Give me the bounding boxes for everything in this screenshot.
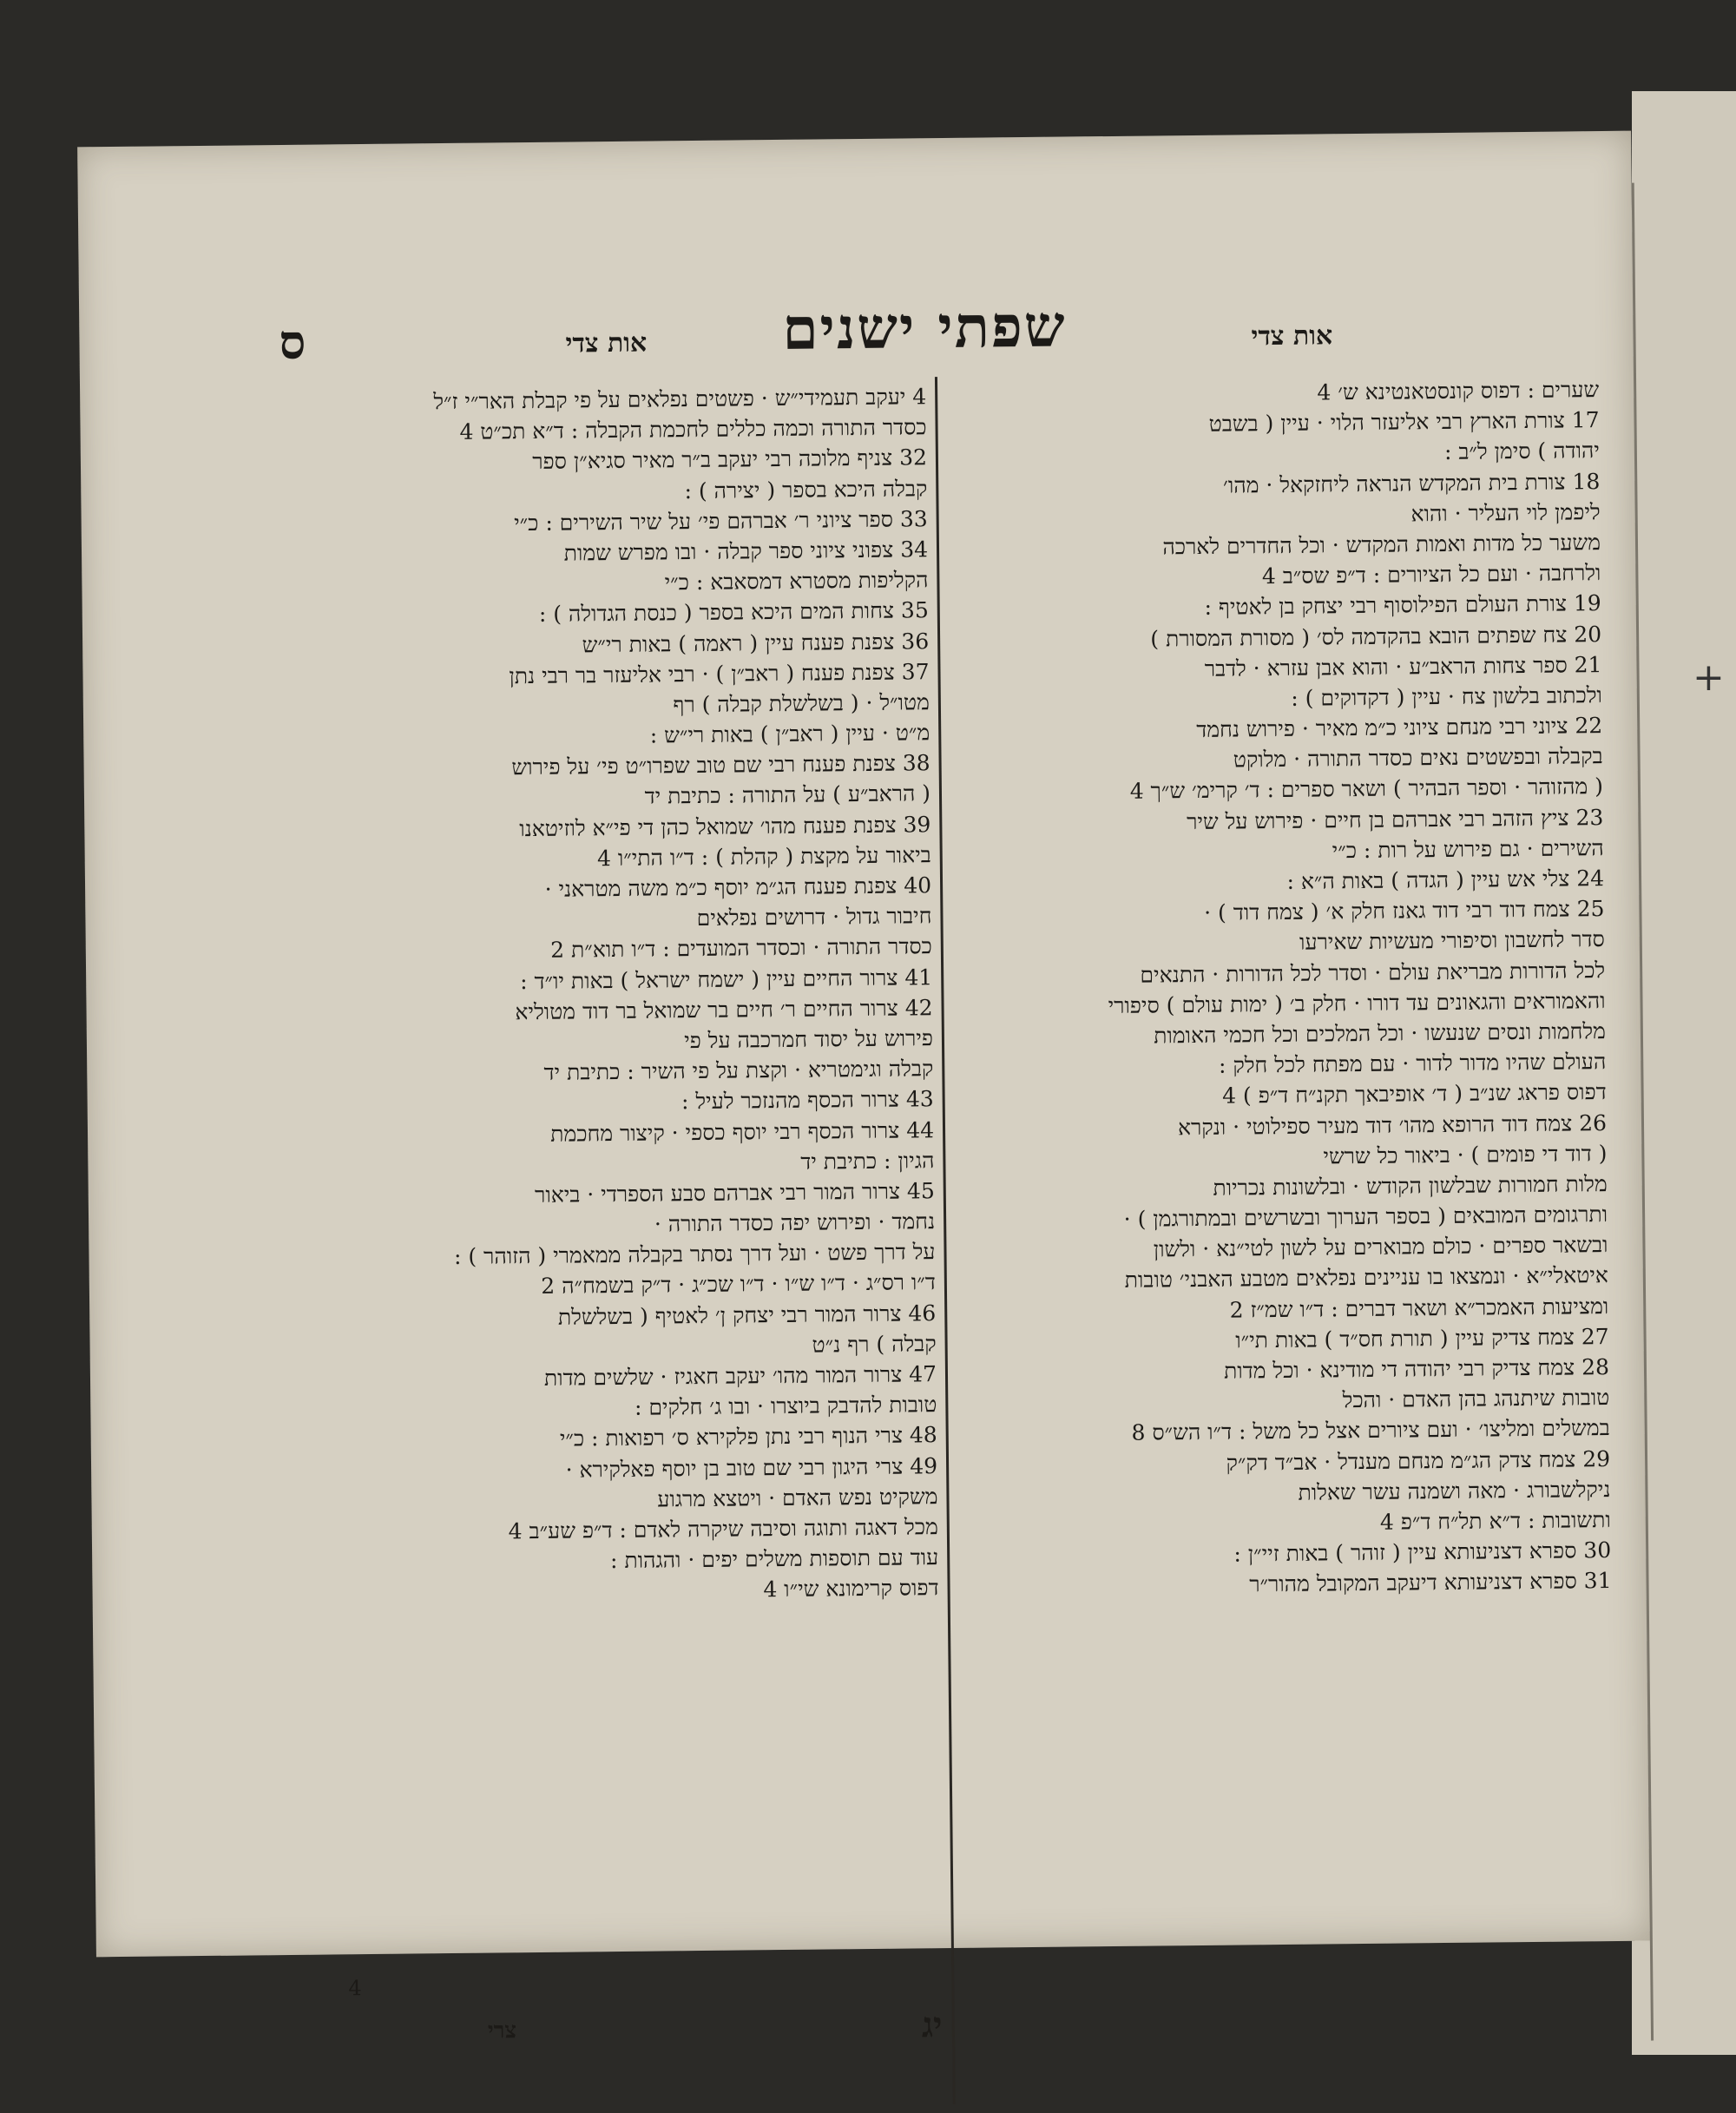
- text-line: 48 צרי הנוף רבי נתן פלקירא ס׳ רפואות : כ״י: [559, 1422, 937, 1452]
- text-line: 45 צרור המור רבי אברהם סבע הספרדי · ביאור: [534, 1178, 935, 1208]
- header-left-label: אות צדי: [565, 327, 648, 359]
- header-letter: ס: [279, 313, 306, 371]
- text-line: 33 ספר ציוני ר׳ אברהם פי׳ על שיר השירים : כ״י: [513, 505, 928, 536]
- text-line: מלחמות ונסים שנעשו · וכל המלכים וכל חכמי האומות: [1153, 1017, 1607, 1049]
- text-line: 19 צורת העולם הפילוסוף רבי יצחק בן לאטיף :: [1204, 590, 1601, 621]
- text-line: 42 צרור החיים ר׳ חיים בר שמואל בר דוד מטוליא: [515, 994, 933, 1024]
- text-line: ניקלשבורג · מאה ושמנה עשר שאלות: [1298, 1476, 1611, 1505]
- text-line: טובות שיתנהג בהן האדם · והכל: [1342, 1385, 1610, 1413]
- text-line: העולם שהיו מדור לדור · עם מפתח לכל חלק :: [1218, 1049, 1607, 1078]
- text-line: איטאלי״א · ונמצאו בו עניינים נפלאים מטבע האבני׳ טובות: [1124, 1262, 1608, 1293]
- text-line: מכל דאגה ותוגה וסיבה שיקרה לאדם : ד״פ שע״ב 4: [508, 1514, 938, 1544]
- text-line: יהודה ) סימן ל״ב :: [1443, 438, 1601, 465]
- text-line: 39 צפנת פענח מהו׳ שמואל כהן די פי״א לוזיטאנו: [519, 811, 931, 841]
- text-line: 36 צפנת פענח עיין ( ראמה ) באות רי״ש: [582, 628, 930, 657]
- text-line: 46 צרור המור רבי יצחק ן׳ לאטיף ( בשלשלת: [557, 1300, 937, 1330]
- text-line: והאמוראים והגאונים עד דורו · חלק ב׳ ( ימות עולם ) סיפורי: [1108, 987, 1606, 1018]
- text-line: נחמד · ופירוש יפה כסדר התורה ·: [654, 1208, 936, 1237]
- text-line: 37 צפנת פענח ( ראב״ן ) · רבי אליעזר בר רבי נתן: [509, 658, 930, 688]
- text-line: לכל הדורות מבריאת עולם · וסדר לכל הדורות · התנאים: [1140, 957, 1606, 988]
- text-line: 4 יעקב תעמידי״ש · פשטים נפלאים על פי קבלת האר״י ז״ל: [433, 384, 927, 415]
- text-line: 38 צפנת פענח רבי שם טוב שפרו״ט פי׳ על פירוש: [511, 750, 930, 780]
- margin-pencil-mark: +: [1693, 655, 1725, 700]
- text-line: 31 ספרא דצניעותא דיעקב המקובל מהור״ר: [1249, 1568, 1612, 1597]
- text-line: 41 צרור החיים עיין ( ישמח ישראל ) באות יו״ד :: [520, 964, 933, 994]
- text-line: השירים · גם פירוש על רות : כ״י: [1332, 834, 1604, 864]
- running-header: [79, 292, 1634, 386]
- text-line: 43 צרור הכסף מהנזכר לעיל :: [681, 1086, 934, 1115]
- text-line: קבלה ) רף נ״ט: [812, 1330, 937, 1358]
- footer-left-number: 4: [348, 1976, 362, 2001]
- text-line: 34 צפוני ציוני ספר קבלה · ובו מפרש שמות: [563, 536, 929, 566]
- text-line: 27 צמח צדיק עיין ( תורת חס״ד ) באות תי״ו: [1235, 1323, 1609, 1353]
- right-column: [957, 374, 1612, 1603]
- book-page: [77, 131, 1650, 2046]
- text-line: 40 צפנת פענח הג״מ יוסף כ״מ משה מטראני ·: [544, 872, 932, 902]
- text-line: 47 צרור המור מהו׳ יעקב חאגיז · שלשים מדות: [543, 1361, 937, 1391]
- text-line: כסדר התורה · וכסדר המועדים : ד״ו תוא״ת 2: [550, 933, 932, 964]
- text-line: ( מהזוהר · וספר הבהיר ) ושאר ספרים : ד׳ קרימ׳ ש״ך 4: [1129, 773, 1604, 805]
- text-line: 32 צניף מלוכה רבי יעקב ב״ר מאיר סגיא״ן ספר: [532, 444, 928, 475]
- text-line: ליפמן לוי העליר · והוא: [1410, 498, 1601, 527]
- text-line: חיבור גדול · דרושים נפלאים: [696, 903, 932, 931]
- text-line: 18 צורת בית המקדש הנראה ליחזקאל · מהו׳: [1222, 468, 1601, 498]
- text-line: 17 צורת הארץ רבי אליעזר הלוי · עיין ( בשבט: [1208, 407, 1600, 437]
- text-line: 44 צרור הכסף רבי יוסף כספי · קיצור מחכמת: [550, 1116, 935, 1147]
- text-line: ותשובות : ד״א תל״ח ד״פ 4: [1379, 1506, 1611, 1535]
- text-line: ובשאר ספרים · כולם מבוארים על לשון לטי״נא · ולשון: [1153, 1232, 1608, 1262]
- column-divider: [935, 377, 956, 2104]
- text-line: טובות להדבק ביוצרו · ובו ג׳ חלקים :: [634, 1392, 937, 1420]
- text-line: הקליפות מסטרא דמסאבא : כ״י: [664, 567, 929, 596]
- text-line: הגיון : כתיבת יד: [800, 1147, 935, 1175]
- text-line: בקבלה ובפשטים נאים כסדר התורה · מלוקט: [1233, 743, 1603, 773]
- text-line: 30 ספרא דצניעותא עיין ( זוהר ) באות זיי״ן :: [1233, 1537, 1612, 1567]
- text-line: 24 צלי אש עיין ( הגדה ) באות ה״א :: [1286, 866, 1605, 894]
- text-line: ( דוד די פומים ) · ביאור כל שרשי: [1323, 1140, 1608, 1169]
- text-line: על דרך פשט · ועל דרך נסתר בקבלה ממאמרי ( הזוהר ) :: [453, 1239, 936, 1270]
- text-line: 23 ציץ הזהב רבי אברהם בן חיים · פירוש על שיר: [1186, 804, 1604, 834]
- text-line: 20 צח שפתים הובא בהקדמה לס׳ ( מסורת המסורת ): [1150, 621, 1602, 652]
- text-line: ולרחבה · ועם כל הציורים : ד״פ שס״ב 4: [1261, 560, 1601, 589]
- text-line: 28 צמח צדיק רבי יהודה די מודינא · וכל מדות: [1223, 1354, 1610, 1384]
- text-line: מלות חמורות שבלשון הקודש · ובלשונות נכריות: [1213, 1170, 1608, 1201]
- text-line: משקיט נפש האדם · ויטצא מרגוע: [657, 1483, 938, 1512]
- text-line: כסדר התורה וכמה כללים לחכמת הקבלה : ד״א תכ״ט 4: [459, 414, 927, 445]
- header-right-label: אות צדי: [1251, 320, 1333, 352]
- text-line: סדר לחשבון וסיפורי מעשיות שאירעו: [1299, 926, 1605, 956]
- text-line: עוד עם תוספות משלים יפים · והגהות :: [609, 1544, 939, 1574]
- text-line: דפוס קרימונא שי״ו 4: [763, 1575, 939, 1603]
- text-line: ותרגומים המובאים ( בספר הערוך ובשרשים ובמתורגמן ) ·: [1123, 1201, 1608, 1232]
- left-column: [288, 381, 939, 1609]
- text-line: 35 צחות המים היכא בספר ( כנסת הגדולה ) :: [538, 597, 929, 628]
- text-line: 29 צמח צדק הג״מ מנחם מענדל · אב״ד דק״ק: [1226, 1445, 1611, 1476]
- text-line: במשלים ומליצו׳ · ועם ציורים אצל כל משל : ד״ו הש״ס 8: [1131, 1415, 1610, 1446]
- text-line: ד״ו רס״ג · ד״ו ש״ו · ד״ו שכ״ג · ד״ק בשמח״ה 2: [541, 1269, 937, 1300]
- footer-signature: צרי: [487, 2018, 517, 2044]
- text-line: מטו״ל · ( בשלשלת קבלה ) רף: [673, 689, 930, 718]
- text-line: קבלה היכא בספר ( יצירה ) :: [684, 475, 928, 504]
- text-line: ( הראב״ע ) על התורה : כתיבת יד: [644, 780, 931, 810]
- footer-page-number: יג: [921, 2004, 943, 2046]
- text-line: ומציעות האמכר״א ושאר דברים : ד״ו שמ״ז 2: [1229, 1293, 1609, 1323]
- text-line: קבלה וגימטריא · וקצת על פי השיר : כתיבת יד: [543, 1056, 934, 1085]
- header-title: שפתי ישנים: [781, 292, 1067, 363]
- text-line: ולכתוב בלשון צח · עיין ( דקדוקים ) :: [1291, 681, 1602, 711]
- text-line: 26 צמח דוד הרופא מהו׳ דוד מעיר ספילוטי · ונקרא: [1177, 1109, 1608, 1140]
- text-line: 49 צרי היגון רבי שם טוב בן יוסף פאלקירא ·: [565, 1452, 938, 1483]
- text-line: ביאור על מקצת ( קהלת ) : ד״ו התי״ו 4: [596, 841, 931, 872]
- text-line: פירוש על יסוד חמרכבה על פי: [683, 1025, 934, 1054]
- text-line: מ״ט · עיין ( ראב״ן ) באות רי״ש :: [649, 720, 930, 748]
- text-line: 25 צמח דוד רבי דוד גאנז חלק א׳ ( צמח דוד ) ·: [1204, 896, 1605, 926]
- text-line: דפוס פראג שנ״ב ( ד׳ אופיבאך תקנ״ח ד״פ ) 4: [1221, 1079, 1607, 1109]
- text-line: 22 ציוני רבי מנחם ציוני כ״מ מאיר · פירוש נחמד: [1196, 713, 1603, 743]
- text-line: שערים : דפוס קונסטאנטינא ש׳ 4: [1317, 377, 1600, 405]
- text-line: משער כל מדות ואמות המקדש · וכל החדרים לארכה: [1162, 530, 1601, 560]
- text-line: 21 ספר צחות הראב״ע · והוא אבן עזרא · לדבר: [1204, 651, 1602, 681]
